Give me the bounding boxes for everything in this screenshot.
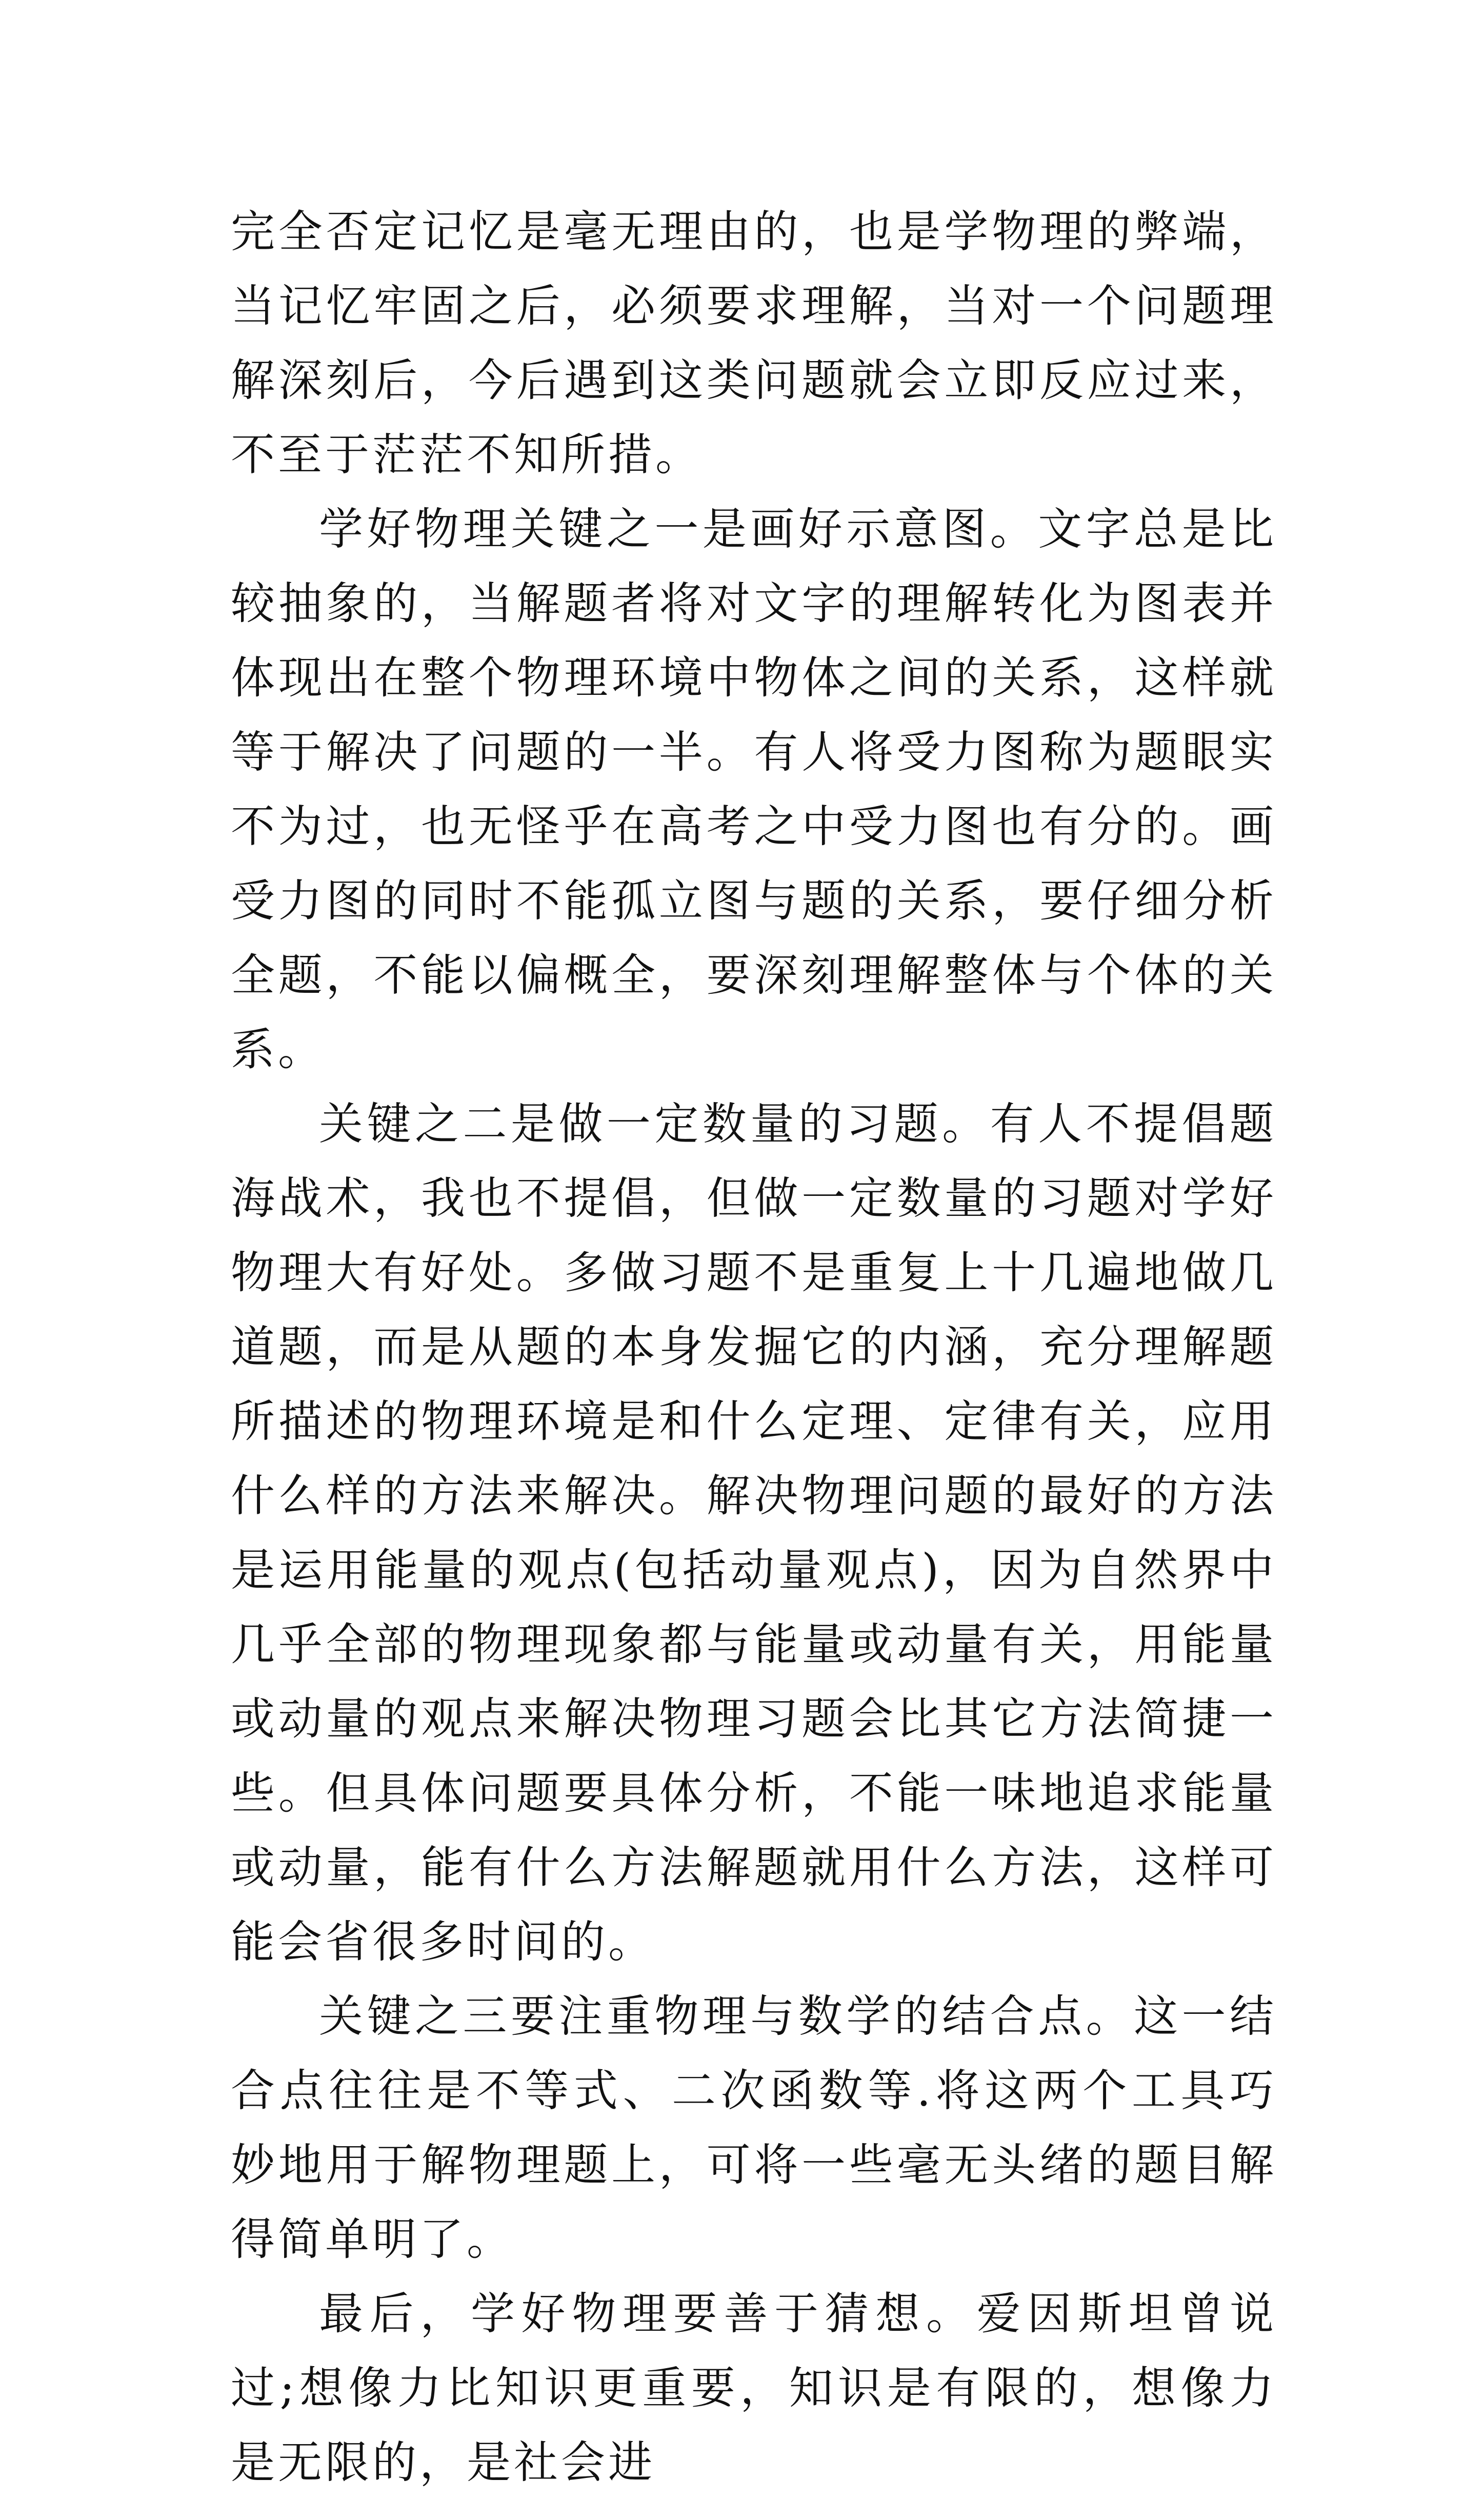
- paragraph-2: 学好物理关键之一是画好示意图。文字总是比较抽象的，当解题者将对文字的理解转化为图表并体现出在整个物理环境中物体之间的关系，这样就等于解决了问题的一半。有人将受力图称为题眼实不为过，也无怪乎在高考之中受力图也有分的。画受力图的同时不能孤立图与题的关系，要仔细分析全题，不能以偏概全，要深刻理解整体与个体的关系。: [231, 504, 1277, 1075]
- document-body: [231, 195, 1277, 2500]
- paragraph-4: 关键之三要注重物理与数学的结合点。这一结合点往往是不等式、二次函数等.将这两个工具巧妙地用于解物理题上，可将一些毫无头绪的题目解得简单明了。: [231, 1991, 1277, 2265]
- paragraph-1: 完全否定记忆是毫无理由的，也是学物理的弊端，当记忆牢固之后，必须要求理解，当对一个问题理解深刻后，今后遇到这类问题就会立即反应过来，不至于茫茫不知所措。: [231, 206, 1277, 481]
- paragraph-5: 最后，学好物理要善于猜想。爱因斯坦曾说过;想像力比知识更重要，知识是有限的，想像力是无限的，是社会进: [231, 2288, 1277, 2488]
- paragraph-3: 关键之二是做一定数量的习题。有人不提倡题海战术，我也不提倡，但做一定数量的习题对学好物理大有好处。多做习题不是重复上十几遍地做几道题，而是从题的本身发掘它的内涵，充分理解题所描述的物理环境是和什么定理、定律有关，应用什么样的方法来解决。解决物理问题的最好的方法是运用能量的观点(包括动量观点)，因为自然界中几乎全部的物理现象都与能量或动量有关，用能量或动量的观点来解决物理习题会比其它方法简捷一些。但具体问题要具体分析，不能一味地追求能量或动量，能有什么方法解题就用什么方法，这样可能会省很多时间的。: [231, 1098, 1277, 1968]
